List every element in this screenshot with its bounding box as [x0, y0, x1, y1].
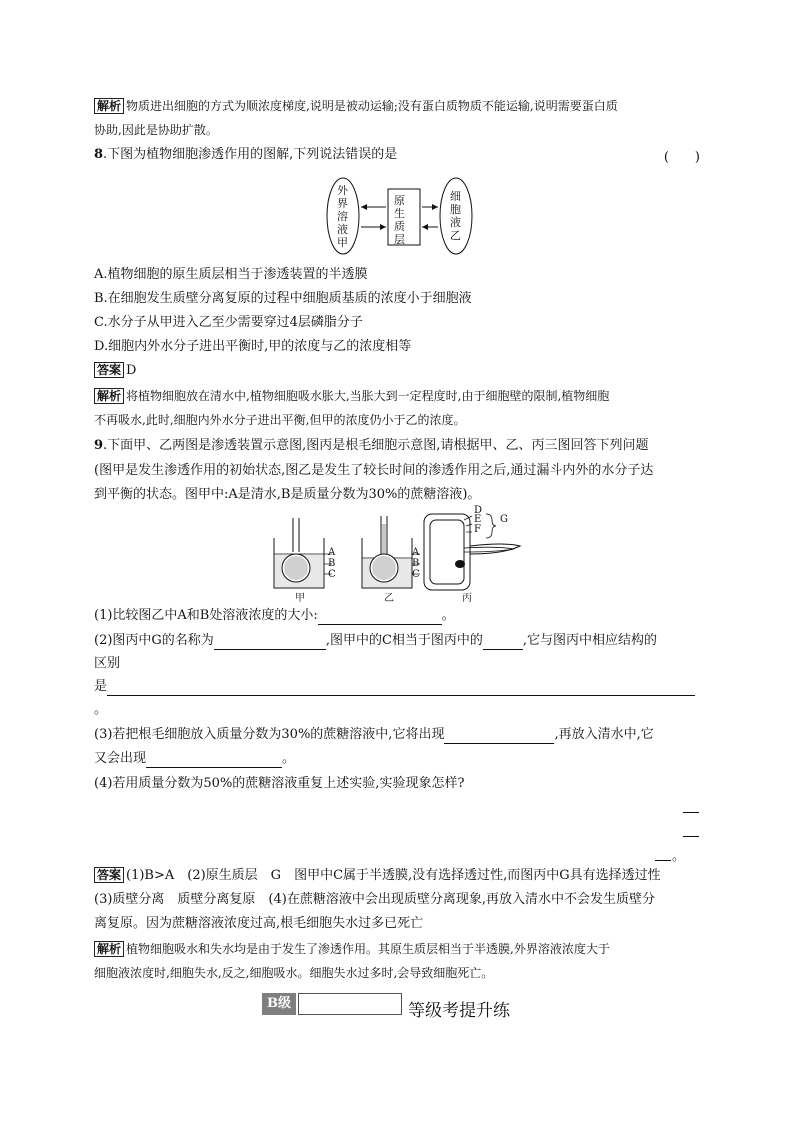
q9-sub3-line-2: 又会出现 。 — [94, 751, 296, 766]
level-badge: B级 — [262, 993, 296, 1015]
label-a-yi: A — [412, 547, 420, 558]
level-title: 等级考提升练 — [408, 1001, 510, 1021]
caption-yi: 乙 — [384, 593, 394, 604]
beaker-jia — [274, 518, 332, 588]
q9-sub2-line-2: 区别 — [94, 656, 121, 671]
answer-tag: 答案 — [94, 362, 124, 378]
q7-analysis-line-2: 协助,因此是协助扩散。 — [94, 123, 218, 137]
q8-answer-paren: ( ) — [663, 150, 700, 165]
q9-answer-line-3: 离复原。因为蔗糖溶液浓度过高,根毛细胞失水过多已死亡 — [94, 916, 424, 931]
analysis-tag: 解析 — [94, 98, 124, 114]
label-e: E — [474, 514, 482, 525]
analysis-tag: 解析 — [94, 388, 124, 404]
q8-answer: 答案 D — [94, 362, 700, 380]
q9-answer-line-1: 答案 (1)B>A (2)原生质层 G 图甲中C属于半透膜,没有选择透过性,而图丙中G具有选择透过性 — [94, 867, 700, 885]
q9-sub4: (4)若用质量分数为50%的蔗糖溶液重复上述实验,实验现象怎样? — [94, 776, 465, 791]
q9-sub2-end: 。 — [94, 702, 108, 717]
label-b-jia: B — [328, 558, 336, 569]
q9-sub4-blank-2[interactable] — [683, 836, 699, 837]
label-c-yi: C — [412, 569, 420, 580]
q9-stem-line-3: 到平衡的状态。图甲中:A是清水,B是质量分数为30%的蔗糖溶液)。 — [94, 487, 481, 502]
label-g: G — [500, 514, 508, 525]
q8-option-c[interactable]: C.水分子从甲进入乙至少需要穿过4层磷脂分子 — [94, 315, 363, 330]
caption-bing: 丙 — [462, 593, 472, 604]
q9-sub3-blank-2[interactable] — [146, 753, 282, 768]
label-f: F — [474, 524, 481, 535]
q9-sub2-blank-3[interactable] — [107, 681, 695, 696]
q9-sub2-line-3: 是 — [94, 678, 700, 696]
root-hair-cell — [424, 514, 520, 590]
label-c-jia: C — [328, 569, 336, 580]
q7-analysis-line-1: 解析 物质进出细胞的方式为顺浓度梯度,说明是被动运输;没有蛋白质物质不能运输,说明需要蛋白质 — [94, 97, 700, 115]
q8-option-a[interactable]: A.植物细胞的原生质层相当于渗透装置的半透膜 — [94, 267, 368, 282]
q9-answer-line-2: (3)质壁分离 质壁分离复原 (4)在蔗糖溶液中会出现质壁分离现象,再放入清水中不会发生质壁分 — [94, 892, 655, 907]
label-d: D — [474, 505, 483, 516]
cell-sap-label: 细胞液乙 — [450, 190, 461, 242]
q9-analysis-line-1: 解析 植物细胞吸水和失水均是由于发生了渗透作用。其原生质层相当于半透膜,外界溶液浓度大于 — [94, 940, 700, 958]
answer-tag: 答案 — [94, 867, 124, 883]
q9-stem-line-2: (图甲是发生渗透作用的初始状态,图乙是发生了较长时间的渗透作用之后,通过漏斗内外的水分子达 — [94, 463, 654, 478]
q8-option-d[interactable]: D.细胞内外水分子进出平衡时,甲的浓度与乙的浓度相等 — [94, 339, 412, 354]
caption-jia: 甲 — [295, 593, 305, 604]
q9-sub4-end: 。 — [672, 849, 686, 864]
q9-sub3-blank-1[interactable] — [444, 729, 554, 744]
protoplast-layer-label: 原生质层 — [394, 194, 405, 246]
q9-analysis-line-2: 细胞液浓度时,细胞失水,反之,细胞吸水。细胞失水过多时,会导致细胞死亡。 — [94, 966, 494, 980]
q9-sub1-blank[interactable] — [318, 610, 442, 625]
q9-sub2-blank-1[interactable] — [214, 635, 326, 650]
label-a-jia: A — [328, 547, 336, 558]
q9-sub4-blank-3[interactable] — [655, 860, 671, 861]
q9-sub2-blank-2[interactable] — [483, 635, 523, 650]
q9-sub3-line-1: (3)若把根毛细胞放入质量分数为30%的蔗糖溶液中,它将出现 ,再放入清水中,它 — [94, 727, 654, 742]
q9-sub4-blank-1[interactable] — [683, 812, 699, 813]
outer-solution-label: 外界溶液甲 — [337, 184, 348, 249]
q9-stem-line-1: 9.下面甲、乙两图是渗透装置示意图,图丙是根毛细胞示意图,请根据甲、乙、丙三图回答下列问题 — [94, 438, 649, 453]
label-b-yi: B — [412, 558, 420, 569]
q8-stem: 8.下图为植物细胞渗透作用的图解,下列说法错误的是 — [94, 147, 398, 162]
osmosis-apparatus-figure — [264, 508, 524, 598]
q8-option-b[interactable]: B.在细胞发生质壁分离复原的过程中细胞质基质的浓度小于细胞液 — [94, 291, 472, 306]
analysis-tag: 解析 — [94, 941, 124, 957]
q9-sub2-line-1: (2)图丙中G的名称为 ,图甲中的C相当于图丙中的 ,它与图丙中相应结构的 — [94, 633, 658, 648]
q8-analysis-line-2: 不再吸水,此时,细胞内外水分子进出平衡,但甲的浓度仍小于乙的浓度。 — [94, 413, 466, 427]
level-box — [298, 993, 402, 1015]
q9-sub1: (1)比较图乙中A和B处溶液浓度的大小: 。 — [94, 608, 455, 623]
q8-analysis-line-1: 解析 将植物细胞放在清水中,植物细胞吸水胀大,当胀大到一定程度时,由于细胞壁的限制,植物细胞 — [94, 387, 700, 405]
